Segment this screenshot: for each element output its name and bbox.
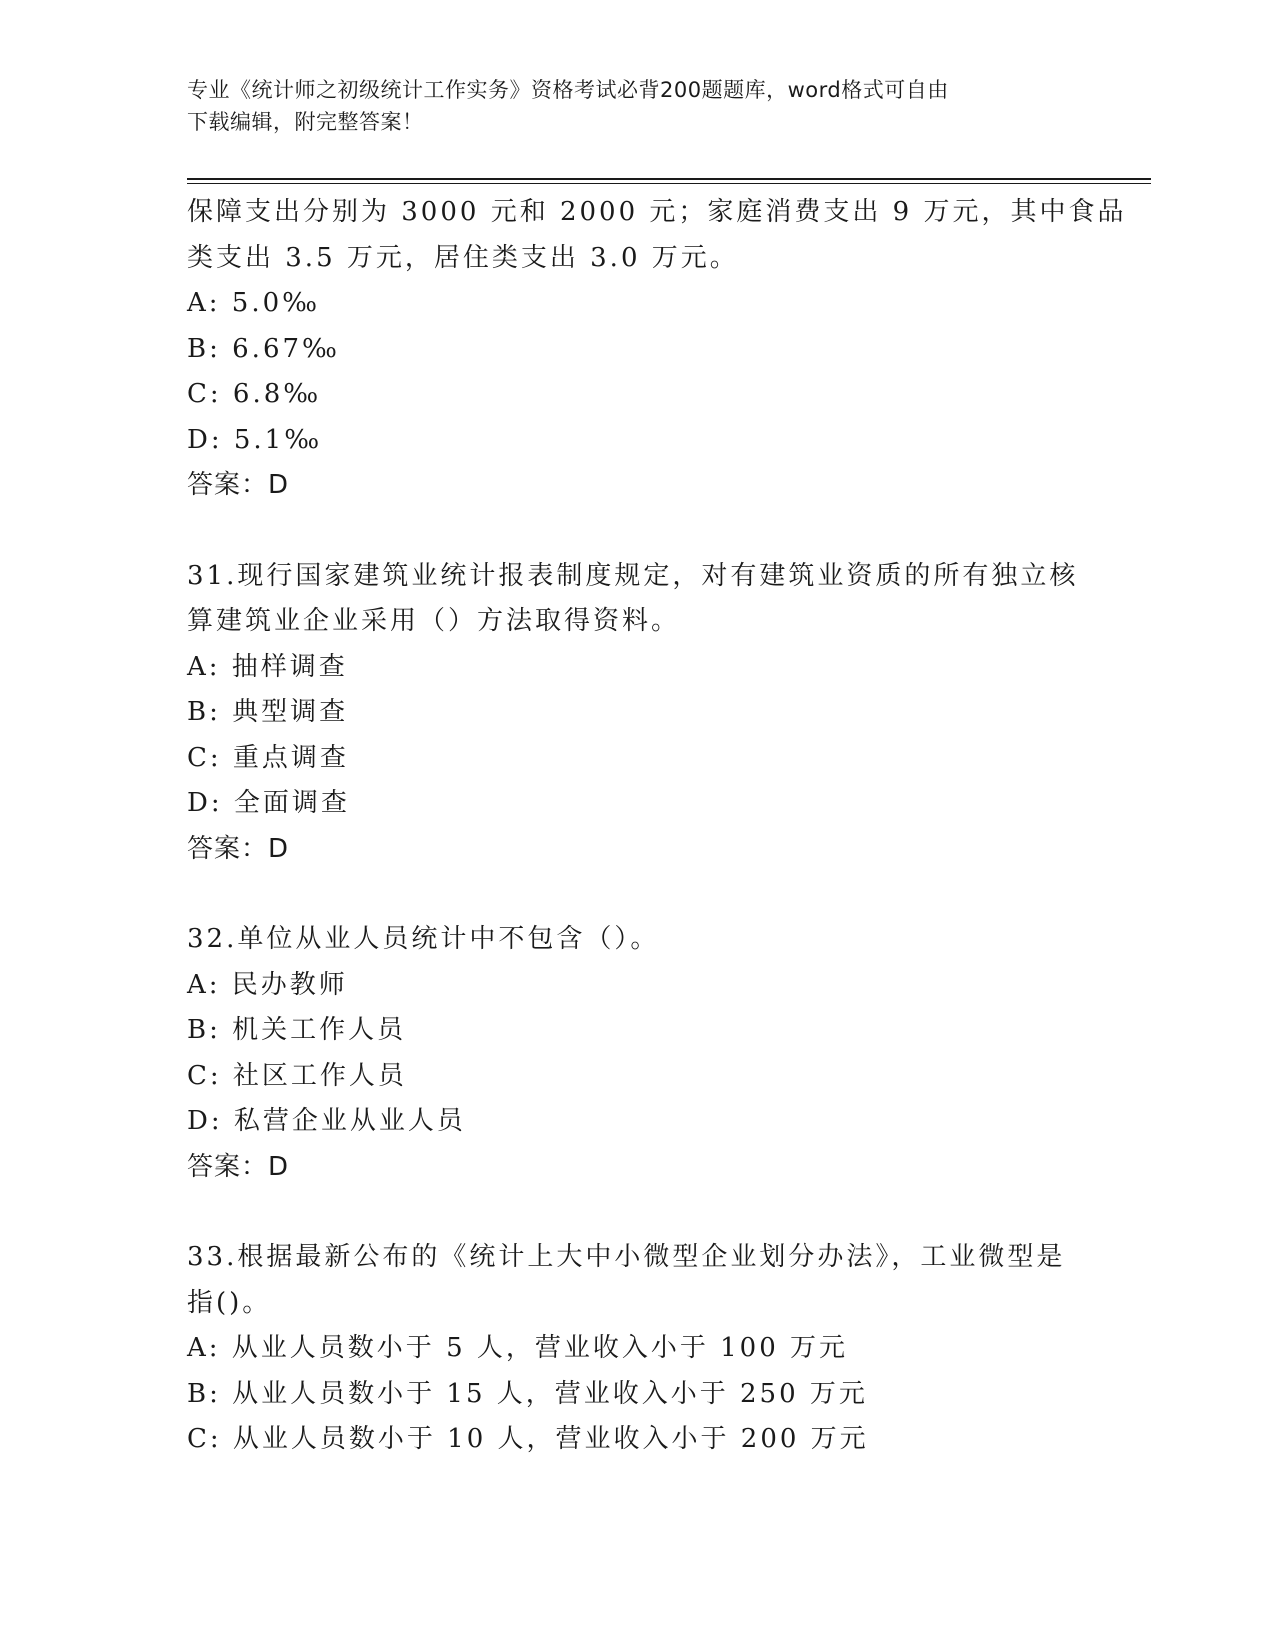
option-c: C: 社区工作人员: [187, 1060, 407, 1091]
option-b: B: 6.67‰: [187, 333, 340, 364]
option-c: C: 从业人员数小于 10 人，营业收入小于 200 万元: [187, 1424, 869, 1454]
header-line-2: 下载编辑，附完整答案！: [187, 110, 424, 134]
question-text-line: 类支出 3.5 万元，居住类支出 3.0 万元。: [187, 242, 739, 273]
question-33: [187, 1235, 1087, 1463]
question-content: [187, 190, 1127, 1463]
question-30-continuation: [187, 190, 1127, 509]
answer-label: 答案：D: [187, 470, 290, 500]
option-a: A: 从业人员数小于 5 人，营业收入小于 100 万元: [187, 1333, 849, 1363]
option-b: B: 机关工作人员: [187, 1015, 407, 1045]
option-a: A: 民办教师: [187, 969, 348, 1000]
option-a: A: 抽样调查: [187, 651, 348, 682]
question-spacer: [187, 509, 1087, 554]
question-text-line: 33.根据最新公布的《统计上大中小微型企业划分办法》，工业微型是: [187, 1242, 1066, 1272]
question-31: [187, 554, 1087, 873]
answer-label: 答案：D: [187, 833, 290, 864]
question-spacer: [187, 872, 1087, 917]
header-rule-thin: [187, 183, 1151, 184]
option-d: D: 全面调查: [187, 788, 350, 818]
question-text-line: 32.单位从业人员统计中不包含（）。: [187, 924, 660, 954]
question-text-line: 算建筑业企业采用（）方法取得资料。: [187, 606, 681, 636]
option-d: D: 5.1‰: [187, 424, 323, 455]
header-rule-thick: [187, 178, 1151, 180]
option-b: B: 典型调查: [187, 697, 349, 727]
option-b: B: 从业人员数小于 15 人，营业收入小于 250 万元: [187, 1378, 868, 1409]
answer-label: 答案：D: [187, 1151, 290, 1182]
header-line-1: 专业《统计师之初级统计工作实务》资格考试必背200题题库，word格式可自由: [187, 78, 949, 102]
question-text-line: 31.现行国家建筑业统计报表制度规定，对有建筑业资质的所有独立核: [187, 560, 1079, 591]
question-text-line: 指()。: [187, 1287, 272, 1318]
question-text-line: 保障支出分别为 3000 元和 2000 元；家庭消费支出 9 万元，其中食品: [187, 197, 1127, 227]
question-32: [187, 917, 1087, 1190]
option-c: C: 重点调查: [187, 742, 349, 773]
option-d: D: 私营企业从业人员: [187, 1106, 466, 1136]
option-a: A: 5.0‰: [187, 288, 321, 318]
option-c: C: 6.8‰: [187, 379, 322, 409]
page-header: [187, 74, 1067, 138]
question-spacer: [187, 1190, 1087, 1235]
